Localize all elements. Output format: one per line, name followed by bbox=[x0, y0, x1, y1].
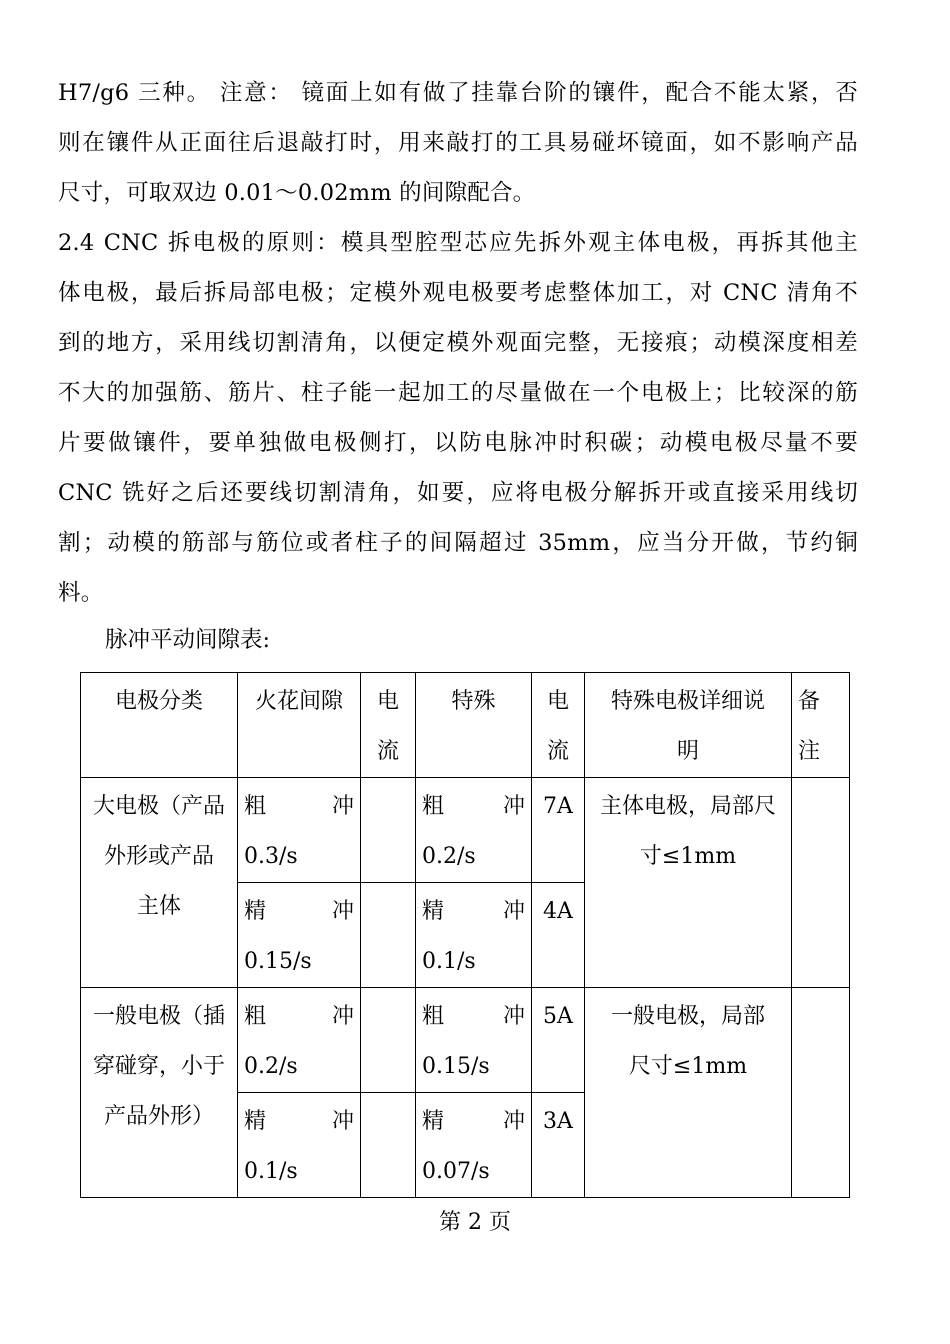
spark-gap-cell: 精 冲 0.15/s bbox=[238, 883, 361, 988]
header-remarks: 备 注 bbox=[792, 673, 850, 778]
special-current-cell: 4A bbox=[532, 883, 585, 988]
header-special: 特殊 bbox=[416, 673, 532, 778]
special-gap-cell: 粗 冲 0.2/s bbox=[416, 778, 532, 883]
text-line: 割；动模的筋部与筋位或者柱子的间隔超过 35mm，应当分开做，节约铜 bbox=[58, 530, 858, 556]
table-header-row bbox=[81, 673, 850, 778]
special-current-cell: 5A bbox=[532, 988, 585, 1093]
text-line: 不大的加强筋、筋片、柱子能一起加工的尽量做在一个电极上；比较深的筋 bbox=[58, 380, 858, 406]
table-caption: 脉冲平动间隙表: bbox=[105, 627, 271, 653]
spark-gap-cell: 精 冲 0.1/s bbox=[238, 1093, 361, 1198]
text-line: 料。 bbox=[58, 580, 104, 606]
special-description-cell: 一般电极，局部 尺寸≤1mm bbox=[585, 988, 792, 1198]
category-cell: 大电极（产品 外形或产品 主体 bbox=[81, 778, 238, 988]
text-line: H7/g6 三种。 注意： 镜面上如有做了挂靠台阶的镶件，配合不能太紧，否 bbox=[58, 80, 858, 106]
remarks-cell bbox=[792, 778, 850, 988]
page-number: 第 2 页 bbox=[439, 1210, 511, 1235]
current-cell bbox=[361, 1093, 416, 1198]
special-description-cell: 主体电极，局部尺 寸≤1mm bbox=[585, 778, 792, 988]
text-line: 片要做镶件，要单独做电极侧打，以防电脉冲时积碳；动模电极尽量不要 bbox=[58, 430, 858, 456]
special-gap-cell: 精 冲 0.07/s bbox=[416, 1093, 532, 1198]
text-line: 体电极，最后拆局部电极；定模外观电极要考虑整体加工，对 CNC 清角不 bbox=[58, 280, 858, 306]
spark-gap-cell: 粗 冲 0.2/s bbox=[238, 988, 361, 1093]
special-gap-cell: 粗 冲 0.15/s bbox=[416, 988, 532, 1093]
special-current-cell: 3A bbox=[532, 1093, 585, 1198]
special-gap-cell: 精 冲 0.1/s bbox=[416, 883, 532, 988]
remarks-cell bbox=[792, 988, 850, 1198]
header-current-2: 电 流 bbox=[532, 673, 585, 778]
header-category: 电极分类 bbox=[81, 673, 238, 778]
table-row bbox=[81, 778, 850, 883]
text-line: 尺寸，可取双边 0.01～0.02mm 的间隙配合。 bbox=[58, 180, 536, 206]
current-cell bbox=[361, 988, 416, 1093]
pulse-gap-table bbox=[80, 672, 850, 1198]
special-current-cell: 7A bbox=[532, 778, 585, 883]
spark-gap-cell: 粗 冲 0.3/s bbox=[238, 778, 361, 883]
header-special-description: 特殊电极详细说 明 bbox=[585, 673, 792, 778]
current-cell bbox=[361, 778, 416, 883]
text-line: CNC 铣好之后还要线切割清角，如要，应将电极分解拆开或直接采用线切 bbox=[58, 480, 858, 506]
text-line: 则在镶件从正面往后退敲打时，用来敲打的工具易碰坏镜面，如不影响产品 bbox=[58, 130, 858, 156]
paragraph-fit-tolerance bbox=[58, 68, 858, 218]
paragraph-cnc-electrode-principles bbox=[58, 218, 858, 618]
category-cell: 一般电极（插 穿碰穿，小于 产品外形） bbox=[81, 988, 238, 1198]
table-row bbox=[81, 988, 850, 1093]
text-line: 2.4 CNC 拆电极的原则：模具型腔型芯应先拆外观主体电极，再拆其他主 bbox=[58, 230, 858, 256]
header-current-1: 电 流 bbox=[361, 673, 416, 778]
header-spark-gap: 火花间隙 bbox=[238, 673, 361, 778]
current-cell bbox=[361, 883, 416, 988]
text-line: 到的地方，采用线切割清角，以便定模外观面完整，无接痕；动模深度相差 bbox=[58, 330, 858, 356]
